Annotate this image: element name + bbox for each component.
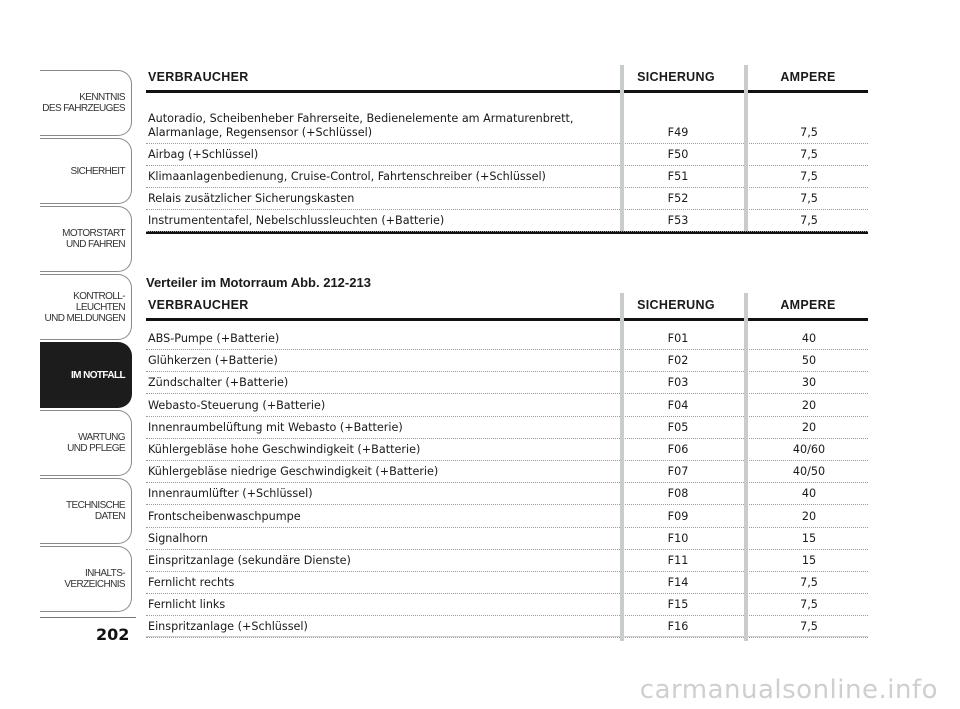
table-row [146,372,868,394]
chapter-tab[interactable]: KONTROLL- LEUCHTEN UND MELDUNGEN [40,274,132,340]
consumer-cell: Signalhorn [148,531,208,545]
fuse-cell: F15 [667,598,689,612]
fuse-cell: F49 [667,126,689,139]
ampere-cell: 20 [801,420,817,434]
ampere-cell: 15 [801,553,817,567]
table-row [146,505,868,527]
table-row [146,166,868,188]
table-row [146,93,868,144]
fuse-cell: F04 [667,398,689,412]
chapter-tab[interactable]: SICHERHEIT [40,138,132,204]
table-header [146,296,868,318]
header-consumer: VERBRAUCHER [148,70,249,84]
fuse-cell: F50 [667,148,689,161]
table-row [146,528,868,550]
consumer-cell: Autoradio, Scheibenheber Fahrerseite, Bedienelemente am Armaturenbrett, Alarmanlage, Regensensor (+Schlüssel) [148,112,574,139]
fuse-table-1 [146,68,868,234]
consumer-cell: Zündschalter (+Batterie) [148,376,289,390]
tab-divider [40,617,136,618]
ampere-cell: 40 [801,332,817,345]
header-consumer: VERBRAUCHER [148,298,249,312]
ampere-cell: 7,5 [800,598,818,612]
header-ampere: AMPERE [780,298,836,312]
table-row [146,394,868,416]
consumer-cell: Instrumententafel, Nebelschlussleuchten (+Batterie) [148,214,445,227]
chapter-tab[interactable]: MOTORSTART UND FAHREN [40,206,132,272]
fuse-cell: F09 [667,509,689,523]
ampere-cell: 50 [801,354,817,368]
chapter-tab[interactable]: IM NOTFALL [40,342,132,408]
chapter-tab[interactable]: KENNTNIS DES FAHRZEUGES [40,70,132,136]
header-fuse: SICHERUNG [637,70,715,84]
ampere-cell: 40/50 [792,465,826,479]
chapter-tab[interactable]: TECHNISCHE DATEN [40,478,132,544]
table-row [146,461,868,483]
consumer-cell: Einspritzanlage (+Schlüssel) [148,620,308,634]
consumer-cell: ABS-Pumpe (+Batterie) [148,332,280,345]
fuse-cell: F03 [667,376,689,390]
consumer-cell: Airbag (+Schlüssel) [148,148,259,161]
fuse-cell: F14 [667,576,689,590]
consumer-cell: Frontscheibenwaschpumpe [148,509,301,523]
fuse-cell: F08 [667,487,689,501]
fuse-cell: F11 [667,553,689,567]
fuse-cell: F53 [667,214,689,227]
ampere-cell: 7,5 [800,126,818,139]
consumer-cell: Kühlergebläse niedrige Geschwindigkeit (+Batterie) [148,465,439,479]
ampere-cell: 7,5 [800,148,818,161]
column-divider [744,293,748,641]
consumer-cell: Klimaanlagenbedienung, Cruise-Control, Fahrtenschreiber (+Schlüssel) [148,170,546,183]
consumer-cell: Glühkerzen (+Batterie) [148,354,278,368]
consumer-cell: Kühlergebläse hohe Geschwindigkeit (+Batterie) [148,442,421,456]
table-header [146,68,868,90]
table-row [146,321,868,350]
section-title: Verteiler im Motorraum Abb. 212-213 [146,275,371,290]
fuse-cell: F52 [667,192,689,205]
fuse-table-2 [146,296,868,641]
table-row [146,188,868,210]
chapter-tab[interactable]: WARTUNG UND PFLEGE [40,410,132,476]
table-row [146,572,868,594]
table-row [146,594,868,616]
table-body [146,93,868,231]
column-divider [620,65,624,231]
ampere-cell: 20 [801,398,817,412]
ampere-cell: 15 [801,531,817,545]
fuse-cell: F05 [667,420,689,434]
ampere-cell: 40/60 [792,442,826,456]
table-row [146,350,868,372]
chapter-tab[interactable]: INHALTS- VERZEICHNIS [40,546,132,612]
table-body [146,321,868,641]
fuse-cell: F16 [667,620,689,634]
ampere-cell: 7,5 [800,576,818,590]
table-bottom-rule [146,636,868,637]
watermark: carmanualsonline.info [639,675,938,705]
ampere-cell: 40 [801,487,817,501]
ampere-cell: 7,5 [800,192,818,205]
fuse-cell: F02 [667,354,689,368]
fuse-cell: F06 [667,442,689,456]
fuse-cell: F07 [667,465,689,479]
table-row [146,144,868,166]
consumer-cell: Innenraumbelüftung mit Webasto (+Batterie) [148,420,403,434]
header-ampere: AMPERE [780,70,836,84]
header-fuse: SICHERUNG [637,298,715,312]
column-divider [620,293,624,641]
fuse-cell: F51 [667,170,689,183]
consumer-cell: Innenraumlüfter (+Schlüssel) [148,487,313,501]
consumer-cell: Fernlicht rechts [148,576,235,590]
consumer-cell: Relais zusätzlicher Sicherungskasten [148,192,355,205]
fuse-cell: F10 [667,531,689,545]
consumer-cell: Fernlicht links [148,598,226,612]
table-row [146,210,868,232]
table-row [146,550,868,572]
ampere-cell: 30 [801,376,817,390]
ampere-cell: 7,5 [800,214,818,227]
column-divider [744,65,748,231]
consumer-cell: Webasto-Steuerung (+Batterie) [148,398,326,412]
table-row [146,483,868,505]
table-row [146,439,868,461]
fuse-cell: F01 [667,332,689,345]
ampere-cell: 7,5 [800,170,818,183]
ampere-cell: 7,5 [800,620,818,634]
table-row [146,417,868,439]
page-number: 202 [96,625,130,644]
consumer-cell: Einspritzanlage (sekundäre Dienste) [148,553,351,567]
ampere-cell: 20 [801,509,817,523]
